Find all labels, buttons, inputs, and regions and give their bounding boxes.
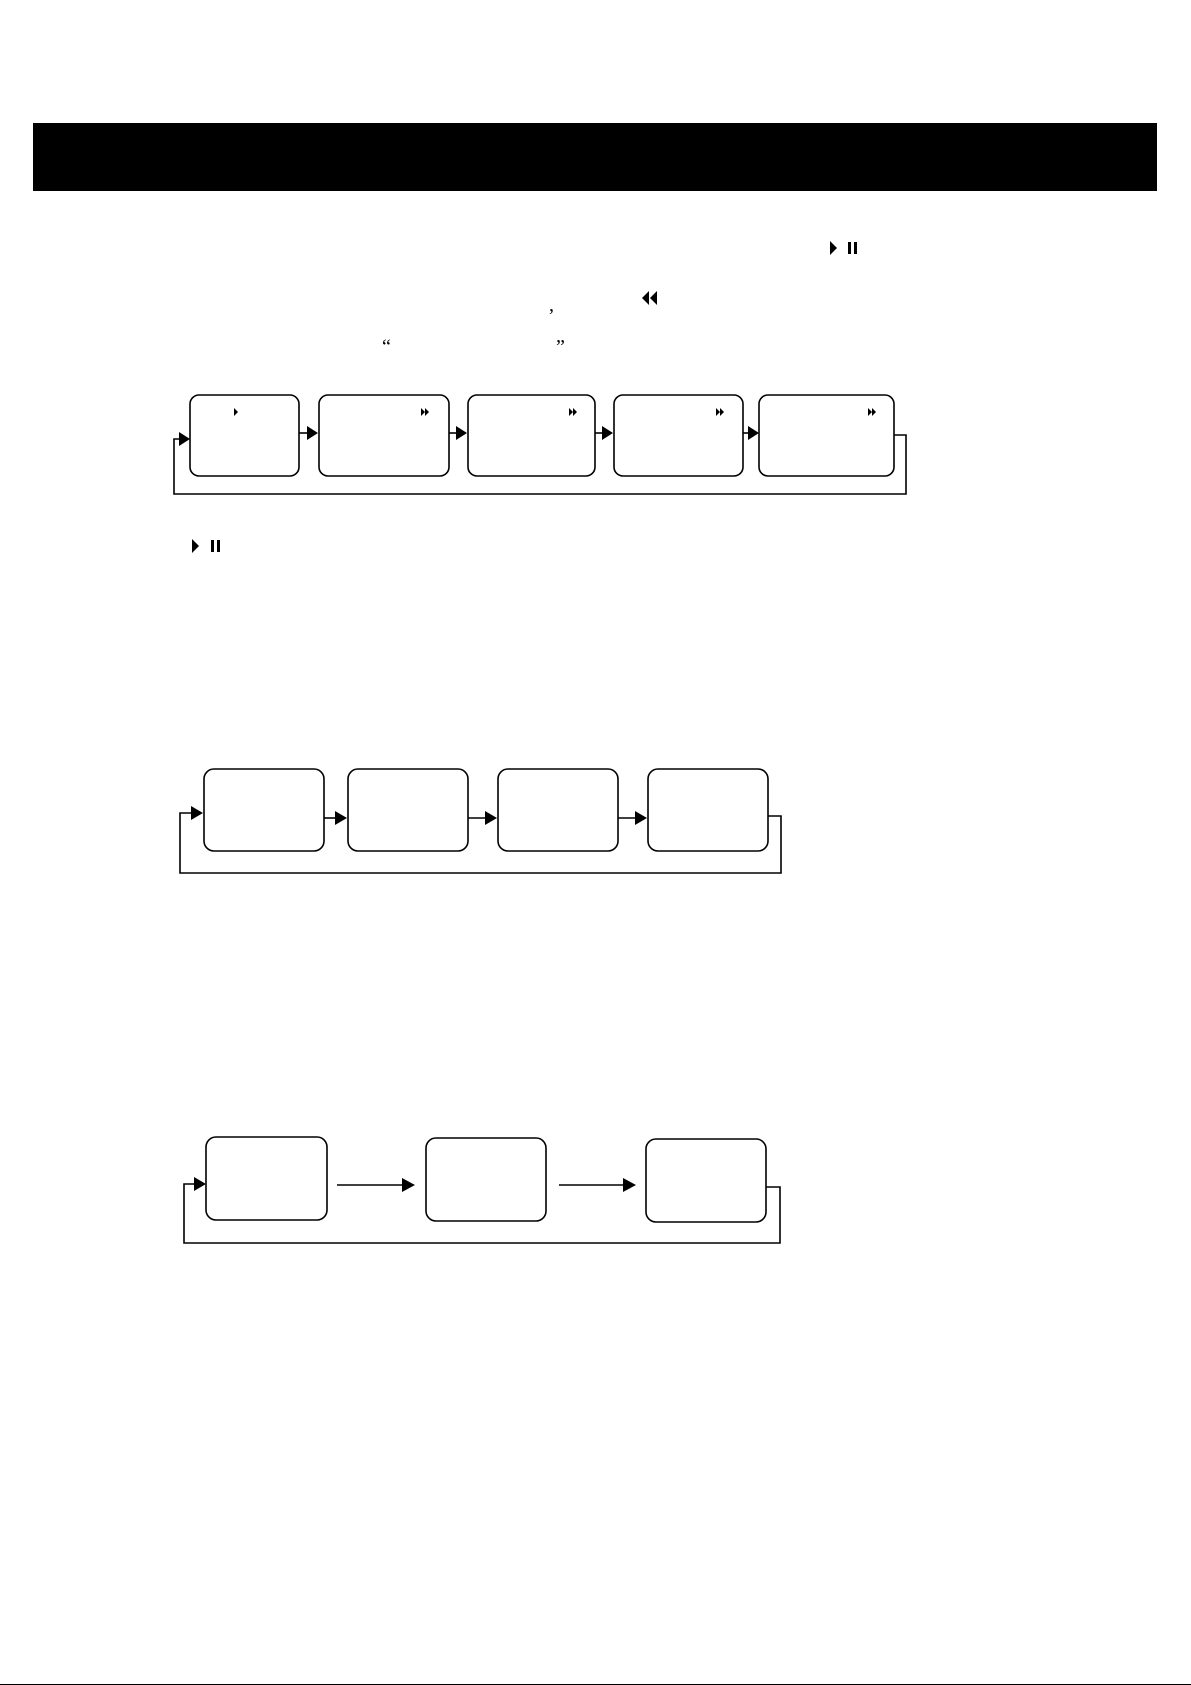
diagram-3-arrow-2 xyxy=(623,1178,636,1192)
diagram-3-box-1 xyxy=(206,1137,327,1220)
close-quote: ” xyxy=(556,336,565,358)
diagram-3-arrow-1 xyxy=(402,1178,415,1192)
diagram-3-return-arrowhead xyxy=(194,1177,206,1191)
diagram-3-box-2 xyxy=(426,1138,546,1221)
comma-mark: ’ xyxy=(548,305,555,327)
open-quote: “ xyxy=(382,336,391,358)
diagram-3-box-3 xyxy=(646,1139,766,1222)
